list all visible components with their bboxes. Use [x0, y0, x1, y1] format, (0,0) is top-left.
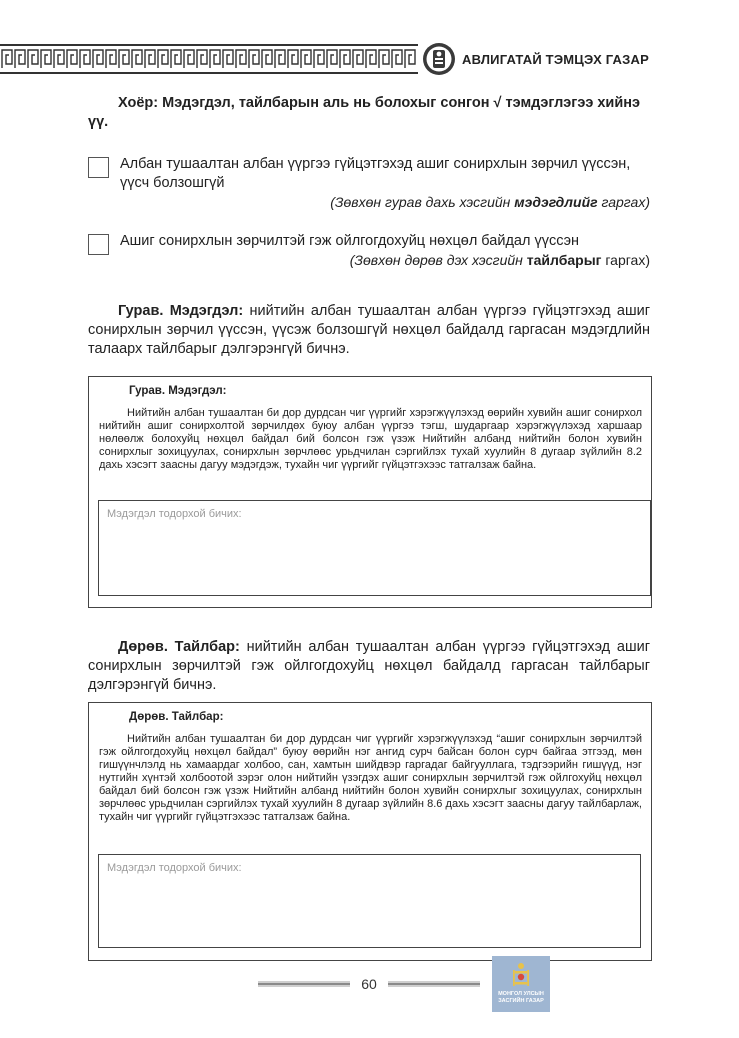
key-motif — [41, 50, 51, 68]
explanation-text-area[interactable] — [98, 854, 641, 948]
key-motif — [301, 50, 311, 68]
section-three-box — [88, 376, 652, 608]
option-label: Албан тушаалтан албан үүргээ гүйцэтгэхэд ашиг сонирхлын зөрчил үүссэн, үүсч болзошгүй — [120, 156, 631, 191]
option-conflict-notice — [88, 155, 650, 212]
notice-text-area[interactable] — [98, 500, 651, 596]
question-two-instruction: Хоёр: Мэдэгдэл, тайлбарын аль нь болохыг сонгон √ тэмдэглэгээ хийнэ үү. — [88, 95, 641, 130]
footer-ornament-right — [388, 981, 480, 987]
soyombo-icon — [512, 962, 530, 988]
option-label: Ашиг сонирхлын зөрчилтэй гэж ойлгогдохуйц нөхцөл байдал үүссэн — [120, 233, 580, 249]
text-area-placeholder: Мэдэгдэл тодорхой бичих: — [107, 508, 242, 520]
ornamental-border-pattern — [0, 44, 418, 74]
logo-caption: МОНГОЛ УЛСЫН ЗАСГИЙН ГАЗАР — [498, 991, 544, 1004]
key-motif — [132, 50, 142, 68]
key-motif — [28, 50, 38, 68]
key-motif — [366, 50, 376, 68]
box-description: Нийтийн албан тушаалтан би дор дурдсан чиг үүргийг хэрэгжүүлэхэд “ашиг сонирхлын зөрчилтэй гэж ойлгогдохуйц нөхцөл байдал” буюу өөрийн нэг ангид сурч байсан болон сурч байгаа этгээд, мөн гишүүнчлэлд нь хамаардаг холбоо, сан, хамтын шийдвэр гаргадаг байгууллага, тэдгээрийн гишүүд, нэг нутгийн хүнтэй холбоотой зэрэг олон нийтийн үзэгдэх ашиг сонирхлын зөрчилтэй гэж ойлгохуйц нөхцөл байдал бий болсон гэж үзэж Нийтийн албанд нийтийн болон хувийн сонирхлыг зохицуулах, сонирхлын зөрчлөөс урьдчилан сэргийлэх тухай хуулийн 8 дугаар зүйлийн 8.6 дахь хэсэгт заасны дагуу тайлбарлаж, тухайн чиг үүргийг гүйцэтгэхээс татгалзаж байна. — [99, 733, 642, 823]
key-motif — [210, 50, 220, 68]
key-motif — [80, 50, 90, 68]
key-motif — [145, 50, 155, 68]
key-motif — [288, 50, 298, 68]
key-motif — [379, 50, 389, 68]
key-motif — [249, 50, 259, 68]
key-motif — [15, 50, 25, 68]
key-motif — [314, 50, 324, 68]
key-motif — [2, 50, 12, 68]
box-description: Нийтийн албан тушаалтан би дор дурдсан чиг үүргийг хэрэгжүүлэхэд өөрийн хувийн ашиг сонирхол нийтийн ашиг сонирхолтой зөрчилдөх буюу албан үүргээ тэгш, шударгаар хэрэгжүүлэхэд харшаар нөлөөлж болохуйц нөхцөл байдал бий болсон гэж үзэж Нийтийн албанд нийтийн болон хувийн сонирхлыг зохицуулах, сонирхлын зөрчлөөс урьдчилан сэргийлэх тухай хуулийн 8 дугаар зүйлийн 8.2 дахь хэсэгт заасны дагуу мэдэгдэж, тухайн чиг үүргийг гүйцэтгэхээс татгалзаж байна. — [99, 407, 642, 471]
key-motif — [197, 50, 207, 68]
government-logo — [492, 956, 550, 1012]
key-motif — [223, 50, 233, 68]
key-motif — [54, 50, 64, 68]
box-heading: Дөрөв. Тайлбар: — [129, 711, 224, 723]
key-motif — [275, 50, 285, 68]
key-motif — [392, 50, 402, 68]
key-motif — [106, 50, 116, 68]
text-area-placeholder: Мэдэгдэл тодорхой бичих: — [107, 862, 242, 874]
checkbox-conflict-notice[interactable] — [88, 157, 109, 178]
checkbox-apparent-conflict[interactable] — [88, 234, 109, 255]
soyombo-emblem-icon — [422, 42, 456, 76]
key-motif — [171, 50, 181, 68]
section-three-intro: Гурав. Мэдэгдэл: нийтийн албан тушаалтан албан үүргээ гүйцэтгэхэд ашиг сонирхлын зөрчил үүссэн, үүсэж болзошгүй нөхцөл байдалд гаргасан мэдэгдлийн талаарх тайлбарыг дэлгэрэнгүй бичнэ. — [88, 303, 650, 357]
footer-ornament-left — [258, 981, 350, 987]
key-motif — [327, 50, 337, 68]
key-motif — [236, 50, 246, 68]
page-number: 60 — [361, 976, 377, 992]
key-motif — [262, 50, 272, 68]
option-note: (Зөвхөн гурав дахь хэсгийн мэдэгдлийг гаргах) — [330, 194, 650, 210]
option-note: (Зөвхөн дөрөв дэх хэсгийн тайлбарыг гаргах) — [349, 252, 650, 268]
key-motif — [405, 50, 415, 68]
key-motif — [184, 50, 194, 68]
key-motif — [67, 50, 77, 68]
option-apparent-conflict — [88, 232, 650, 270]
section-four-intro: Дөрөв. Тайлбар: нийтийн албан тушаалтан албан үүргээ гүйцэтгэхэд ашиг сонирхлын зөрчилтэй гэж ойлгогдохуйц нөхцөл байдалд гаргасан тайлбарыг дэлгэрэнгүй бичнэ. — [88, 639, 650, 693]
section-four-box — [88, 702, 652, 961]
box-heading: Гурав. Мэдэгдэл: — [129, 385, 227, 397]
key-motif — [340, 50, 350, 68]
key-motif — [158, 50, 168, 68]
agency-name: АВЛИГАТАЙ ТЭМЦЭХ ГАЗАР — [462, 52, 649, 67]
key-motif — [353, 50, 363, 68]
key-motif — [119, 50, 129, 68]
key-motif — [93, 50, 103, 68]
